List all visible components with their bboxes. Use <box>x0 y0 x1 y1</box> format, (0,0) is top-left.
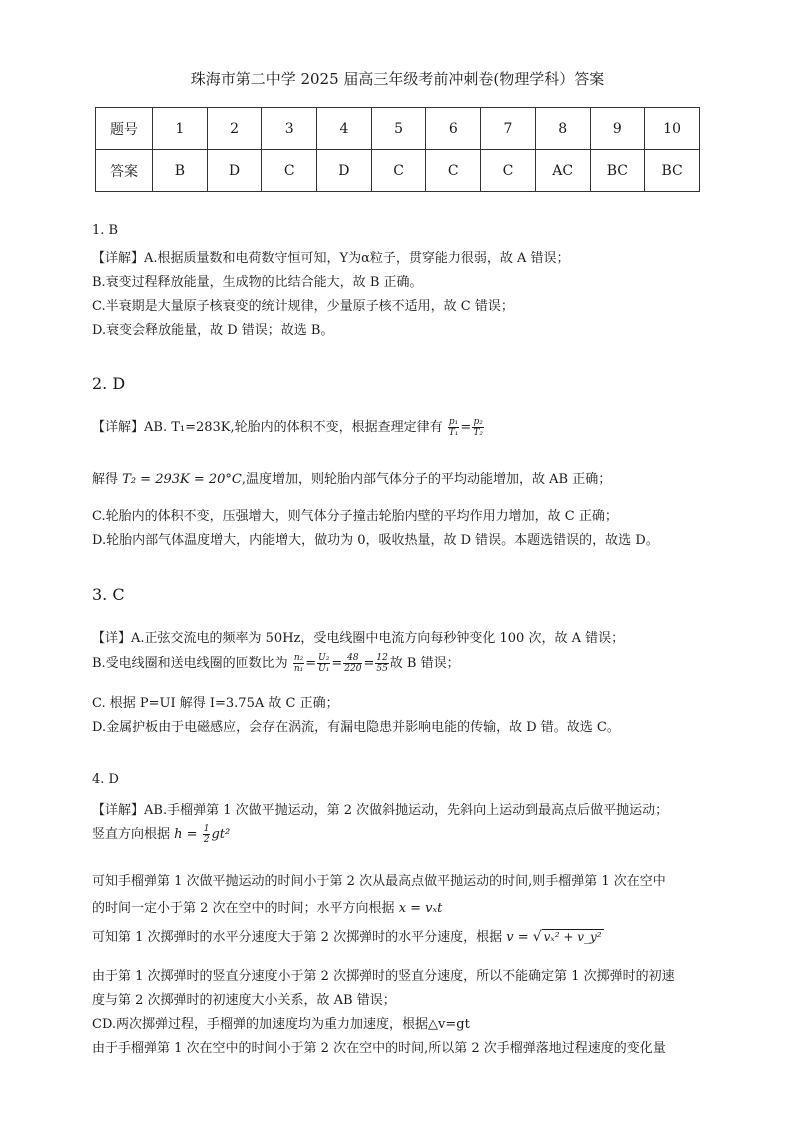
table-cell: 3 <box>262 108 317 150</box>
table-cell: 4 <box>317 108 372 150</box>
fraction-n2-n1: $\frac{\text{n₂}}{\text{n₁}}$ <box>293 653 304 674</box>
table-row-answers <box>96 150 700 192</box>
q4-line-3: 可知手榴弹第 1 次做平抛运动的时间小于第 2 次从最高点做平抛运动的时间,则手榴弹第 1 次在空中 <box>92 874 666 889</box>
table-cell: C <box>426 150 481 192</box>
q3-line-3: C. 根据 P=UI 解得 I=3.75A 故 C 正确； <box>92 696 339 711</box>
table-cell: C <box>371 150 426 192</box>
answer-table <box>95 107 700 192</box>
fraction-p1-t1: $\frac{\text{p₁}}{\text{T₁}}$ <box>448 417 459 438</box>
table-cell: B <box>153 150 208 192</box>
table-header-answer: 答案 <box>96 150 153 192</box>
q4-formula-h: h = <box>174 827 198 842</box>
table-cell: 5 <box>371 108 426 150</box>
q4-formula-x: x = vₓt <box>398 901 443 916</box>
table-row-numbers <box>96 108 700 150</box>
table-cell: 2 <box>207 108 262 150</box>
q4-formula-v: v = <box>506 930 529 945</box>
q4-line-2 <box>92 823 230 845</box>
table-cell: D <box>317 150 372 192</box>
table-cell: BC <box>645 150 700 192</box>
page-title: 珠海市第二中学 2025 届高三年级考前冲刺卷(物理学科）答案 <box>190 70 605 88</box>
q4-line-8: CD.两次掷弹过程，手榴弹的加速度均为重力加速度，根据△v=gt <box>92 1017 470 1032</box>
q1-line-3: C.半衰期是大量原子核衰变的统计规律，少量原子核不适用，故 C 错误； <box>92 299 514 314</box>
equals-sign: = <box>460 420 472 435</box>
table-cell: 7 <box>481 108 536 150</box>
fraction-48-220: $\frac{48}{220}$ <box>344 653 362 674</box>
table-cell: AC <box>535 150 590 192</box>
q4-formula-gt2: gt² <box>211 827 231 842</box>
table-cell: 9 <box>590 108 645 150</box>
q2-formula: T₂ = 293K = 20°C <box>122 472 242 487</box>
q3-line-2-suffix: 故 B 错误； <box>389 656 460 671</box>
table-header-number: 题号 <box>96 108 153 150</box>
q3-line-2: B.受电线圈和送电线圈的匝数比为 $\frac{\text{n₂}}{\text{n₁}}$ = $\frac{\text{U₂}}{\text{U₁}}$ = $\frac{48}{220}$ = $\frac{12}{55}$ 故 B 错误； <box>92 653 460 674</box>
q2-line-2-suffix: ,温度增加，则轮胎内部气体分子的平均动能增加，故 AB 正确； <box>241 472 612 487</box>
q4-line-5-prefix: 可知第 1 次掷弹时的水平分速度大于第 2 次掷弹时的水平分速度，根据 <box>92 930 503 945</box>
q2-line-2 <box>92 468 611 487</box>
q4-line-5: 可知第 1 次掷弹时的水平分速度大于第 2 次掷弹时的水平分速度，根据 v = √ vₓ² + v_y² <box>92 929 602 945</box>
q1-line-2: B.衰变过程释放能量，生成物的比结合能大，故 B 正确。 <box>92 275 423 290</box>
q4-line-4 <box>92 897 442 916</box>
q4-line-9: 由于手榴弹第 1 次在空中的时间小于第 2 次在空中的时间,所以第 2 次手榴弹落地过程速度的变化量 <box>92 1041 666 1056</box>
fraction-u2-u1: $\frac{\text{U₂}}{\text{U₁}}$ <box>318 653 330 674</box>
q1-heading: 1. B <box>92 223 119 238</box>
q2-line-4: D.轮胎内部气体温度增大，内能增大，做功为 0，吸收热量，故 D 错误。本题选错误的，故选 D。 <box>92 533 659 548</box>
q4-line-7: 度与第 2 次掷弹时的初速度大小关系，故 AB 错误； <box>92 993 396 1008</box>
q3-line-2-prefix: B.受电线圈和送电线圈的匝数比为 <box>92 656 288 671</box>
q4-line-2-prefix: 竖直方向根据 <box>92 827 171 842</box>
q1-line-4: D.衰变会释放能量，故 D 错误；故选 B。 <box>92 323 334 338</box>
q2-line-2-prefix: 解得 <box>92 472 119 487</box>
q4-line-4-prefix: 的时间一定小于第 2 次在空中的时间；水平方向根据 <box>92 901 395 916</box>
q3-heading: 3. C <box>92 585 125 604</box>
q2-heading: 2. D <box>92 374 126 393</box>
q2-line-1-text: 【详解】AB. T₁=283K,轮胎内的体积不变，根据查理定律有 <box>92 420 443 435</box>
table-cell: 8 <box>535 108 590 150</box>
fraction-1-2: $\frac{1}{2}$ <box>203 824 210 845</box>
fraction-12-55: $\frac{12}{55}$ <box>376 653 388 674</box>
table-cell: C <box>481 150 536 192</box>
table-cell: D <box>207 150 262 192</box>
q3-line-1: 【详】A.正弦交流电的频率为 50Hz，受电线圈中电流方向每秒钟变化 100 次，故 A 错误； <box>92 631 625 646</box>
q3-line-4: D.金属护板由于电磁感应，会存在涡流，有漏电隐患并影响电能的传输，故 D 错。故选 C。 <box>92 720 620 735</box>
table-cell: C <box>262 150 317 192</box>
q4-formula-sqrt: vₓ² + v_y² <box>543 930 602 944</box>
q4-heading: 4. D <box>92 772 119 787</box>
q4-line-1: 【详解】AB.手榴弹第 1 次做平抛运动，第 2 次做斜抛运动，先斜向上运动到最高点后做平抛运动； <box>92 803 669 818</box>
q2-line-3: C.轮胎内的体积不变，压强增大，则气体分子撞击轮胎内壁的平均作用力增加，故 C 正确； <box>92 509 618 524</box>
table-cell: 10 <box>645 108 700 150</box>
q2-line-1 <box>92 416 485 438</box>
fraction-p2-t2: $\frac{\text{p₂}}{\text{T₂}}$ <box>473 417 483 438</box>
q4-line-6: 由于第 1 次掷弹时的竖直分速度小于第 2 次掷弹时的竖直分速度，所以不能确定第 1 次掷弹时的初速 <box>92 969 675 984</box>
table-cell: 1 <box>153 108 208 150</box>
table-cell: BC <box>590 150 645 192</box>
q1-line-1: 【详解】A.根据质量数和电荷数守恒可知，Y为α粒子，贯穿能力很弱，故 A 错误； <box>92 251 570 266</box>
table-cell: 6 <box>426 108 481 150</box>
